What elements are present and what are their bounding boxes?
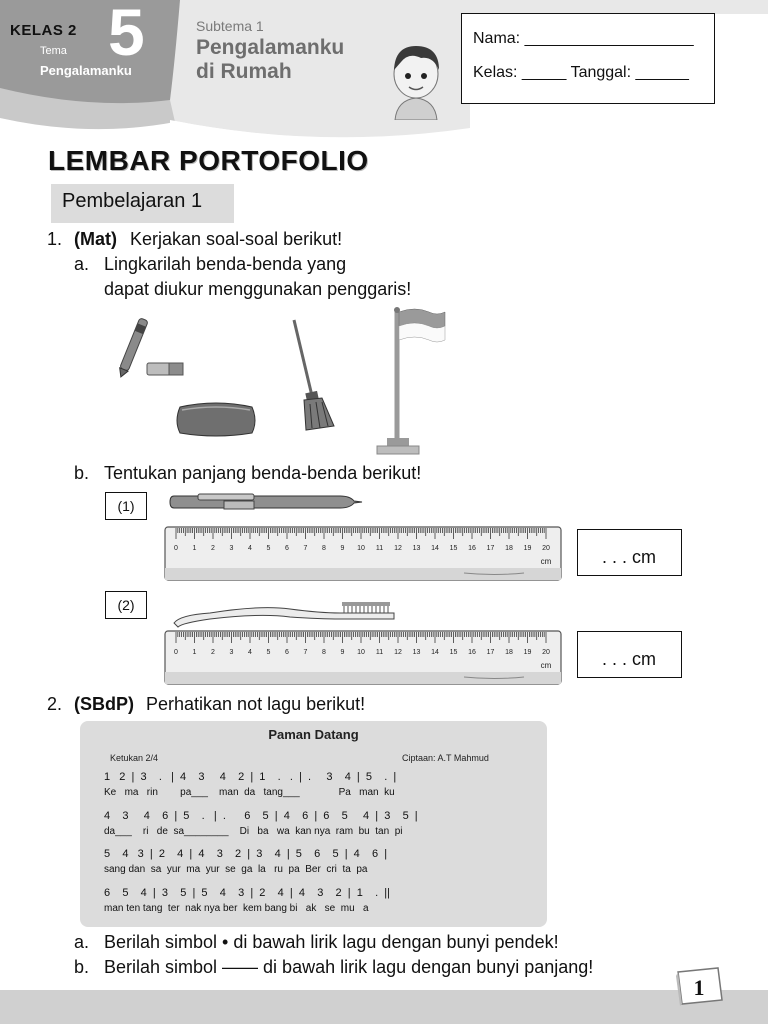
ruler-tick-label: 9	[340, 545, 345, 552]
ruler-tick-label: 13	[412, 649, 421, 656]
subtema-label: Subtema 1	[196, 18, 264, 34]
notation-row-2: 4 3 4 6 | 5 . | . 6 5 | 4 6 | 6 5 4 | 3 5 |	[104, 810, 418, 822]
ruler-tick-label: 7	[303, 649, 308, 656]
ruler-tick-label: 8	[322, 545, 326, 552]
q1a-line1: Lingkarilah benda-benda yang	[104, 254, 347, 274]
ruler-tick-label: 16	[468, 649, 476, 656]
page-title: LEMBAR PORTOFOLIO	[48, 145, 369, 176]
q1b-text: Tentukan panjang benda-benda berikut!	[104, 463, 422, 483]
ruler-tick-label: 8	[322, 649, 326, 656]
broom-image[interactable]	[286, 318, 336, 432]
item-2-label: (2)	[105, 591, 147, 619]
ruler-tick-label: 4	[248, 545, 252, 552]
pen-on-ruler-image	[168, 491, 364, 513]
song-title: Paman Datang	[268, 727, 359, 742]
notation-row-4: 6 5 4 | 3 5 | 5 4 3 | 2 4 | 4 3 2 | 1 . ||	[104, 887, 390, 899]
ruler-tick-label: 0	[174, 545, 178, 552]
ruler-tick-label: 0	[174, 649, 178, 656]
ruler-tick-label: 9	[340, 649, 345, 656]
boy-illustration	[385, 40, 447, 120]
flagpole-image[interactable]	[375, 306, 447, 458]
q1-text: Kerjakan soal-soal berikut!	[130, 229, 343, 249]
answer-box-1[interactable]: . . . cm	[577, 529, 682, 576]
ruler-tick-label: 1	[192, 545, 197, 552]
lyrics-row-3[interactable]: sang dan sa yur ma yur se ga la ru pa Ber cri ta pa	[104, 864, 368, 875]
ruler-tick-label: 18	[505, 649, 513, 656]
ruler-tick-label: 10	[357, 545, 365, 552]
ruler-tick-label: 17	[486, 545, 495, 552]
nama-field[interactable]: Nama: ___________________	[473, 30, 694, 47]
ruler-tick-label: 18	[505, 545, 513, 552]
ruler-tick-label: 11	[375, 545, 384, 552]
song-card	[80, 721, 547, 927]
ruler-tick-label: 14	[431, 545, 439, 552]
ruler-tick-label: 16	[468, 545, 476, 552]
footer-band	[0, 990, 768, 1024]
ruler-tick-label: 6	[285, 545, 289, 552]
q1-subject: (Mat)	[74, 229, 117, 249]
ruler-tick-label: 12	[394, 649, 402, 656]
ruler-tick-label: 6	[285, 649, 289, 656]
ruler-tick-label: 20	[542, 649, 550, 656]
tema-label: Tema	[40, 45, 67, 57]
ruler-tick-label: 10	[357, 649, 365, 656]
answer-box-2[interactable]: . . . cm	[577, 631, 682, 678]
ruler-tick-label: 2	[211, 649, 215, 656]
ruler-tick-label: 13	[412, 545, 421, 552]
lyrics-row-2[interactable]: da___ ri de sa________ Di ba wa kan nya ram bu tan pi	[104, 826, 403, 837]
ruler-tick-label: 11	[375, 649, 384, 656]
q1a-label: a.	[74, 254, 90, 274]
item-1-label: (1)	[105, 492, 147, 520]
ruler-tick-label: 5	[266, 545, 271, 552]
pencil-case-image[interactable]	[174, 401, 258, 439]
song-meter: Ketukan 2/4	[110, 753, 159, 763]
lyrics-row-1[interactable]: Ke ma rin pa___ man da tang___ Pa man ku	[104, 787, 395, 798]
ruler-tick-label: 20	[542, 545, 550, 552]
q2-number: 2.	[47, 694, 63, 714]
tema-number: 5	[108, 0, 145, 69]
ruler-tick-label: 3	[229, 545, 234, 552]
ruler-tick-label: 7	[303, 545, 308, 552]
q2-subject: (SBdP)	[74, 694, 134, 714]
ruler-tick-label: 1	[192, 649, 197, 656]
ruler-1	[164, 526, 562, 581]
tema-name: Pengalamanku	[40, 63, 132, 78]
kelas-label: KELAS 2	[10, 22, 77, 39]
ruler-tick-label: 3	[229, 649, 234, 656]
ruler-tick-label: 19	[523, 545, 532, 552]
page-number: 1	[693, 975, 705, 1000]
notation-row-1: 1 2 | 3 . | 4 3 4 2 | 1 . . | . 3 4 | 5 . |	[104, 771, 397, 783]
ruler-tick-label: 15	[449, 545, 458, 552]
ruler-unit-label: cm	[540, 557, 552, 566]
q1-number: 1.	[47, 229, 63, 249]
subtema-title-line2: di Rumah	[196, 60, 292, 83]
kelas-tanggal-field[interactable]: Kelas: _____ Tanggal: ______	[473, 64, 689, 81]
ruler-2	[164, 630, 562, 685]
toothbrush-image	[170, 601, 398, 629]
ruler-tick-label: 17	[486, 649, 495, 656]
ruler-tick-label: 15	[449, 649, 458, 656]
lyrics-row-4[interactable]: man ten tang ter nak nya ber kem bang bi ak se mu a	[104, 903, 369, 914]
q2a-text: Berilah simbol • di bawah lirik lagu dengan bunyi pendek!	[104, 932, 559, 952]
ruler-tick-label: 4	[248, 649, 252, 656]
ruler-tick-label: 14	[431, 649, 439, 656]
section-label: Pembelajaran 1	[51, 184, 234, 223]
ruler-tick-label: 2	[211, 545, 215, 552]
q2-text: Perhatikan not lagu berikut!	[146, 694, 366, 714]
ruler-unit-label: cm	[540, 661, 552, 670]
q1a-line2: dapat diukur menggunakan penggaris!	[104, 279, 412, 299]
subtema-title-line1: Pengalamanku	[196, 36, 345, 59]
q2b-text: Berilah simbol —— di bawah lirik lagu dengan bunyi panjang!	[104, 957, 594, 977]
student-info-box	[461, 13, 715, 104]
ruler-tick-label: 5	[266, 649, 271, 656]
notation-row-3: 5 4 3 | 2 4 | 4 3 2 | 3 4 | 5 6 5 | 4 6 |	[104, 848, 388, 860]
subtema-title	[196, 36, 344, 84]
q2b-label: b.	[74, 957, 90, 977]
ruler-tick-label: 12	[394, 545, 402, 552]
eraser-image[interactable]	[145, 361, 185, 377]
q1b-label: b.	[74, 463, 90, 483]
song-composer: Ciptaan: A.T Mahmud	[402, 753, 489, 763]
ruler-tick-label: 19	[523, 649, 532, 656]
q2a-label: a.	[74, 932, 90, 952]
